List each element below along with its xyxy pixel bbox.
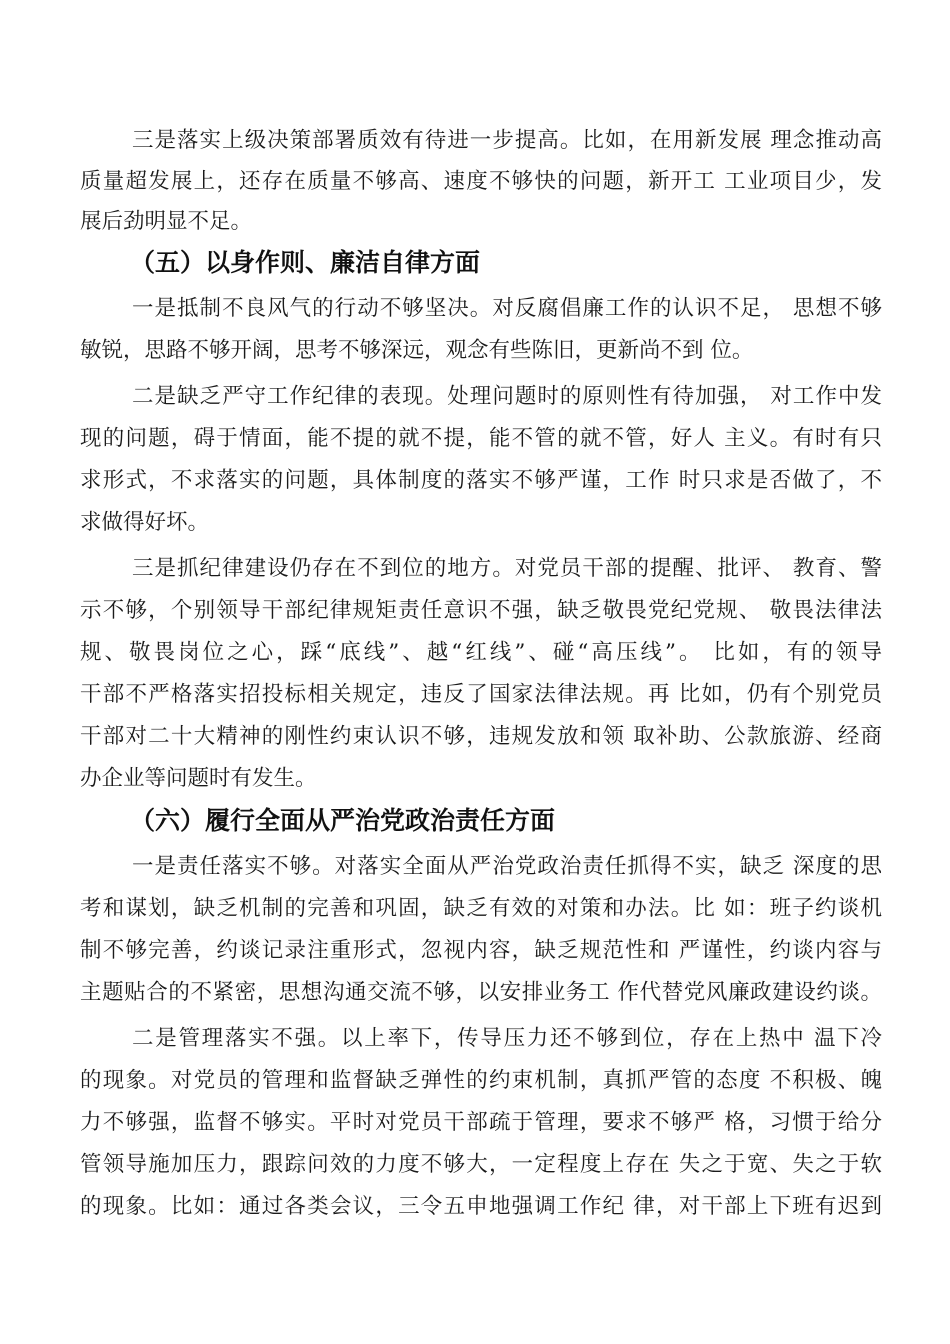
s6-p2-line-2: 的现象。对党员的管理和监督缺乏弹性的约束机制，真抓严管的态度 不积极、魄 (80, 1068, 882, 1093)
section-6-heading: （六）履行全面从严治党政治责任方面 (130, 806, 556, 835)
s5-p2-line-1: 二是缺乏严守工作纪律的表现。处理问题时的原则性有待加强， 对工作中发 (132, 384, 882, 409)
s5-p3-line-1: 三是抓纪律建设仍存在不到位的地方。对党员干部的提醒、批评、 教育、警 (132, 556, 882, 581)
s6-p1-line-1: 一是责任落实不够。对落实全面从严治党政治责任抓得不实，缺乏 深度的思 (132, 854, 882, 879)
s5-p3-line-4: 干部不严格落实招投标相关规定，违反了国家法律法规。再 比如，仍有个别党员 (80, 682, 882, 707)
s6-p1-line-4: 主题贴合的不紧密，思想沟通交流不够，以安排业务工 作代替党风廉政建设约谈。 (80, 980, 882, 1005)
intro-line-2: 质量超发展上，还存在质量不够高、速度不够快的问题，新开工 工业项目少，发 (80, 169, 882, 194)
s5-p3-line-3: 规、敬畏岗位之心，踩“底线”、越“红线”、碰“高压线”。 比如，有的领导 (80, 640, 882, 665)
intro-line-3: 展后劲明显不足。 (80, 209, 253, 234)
s6-p2-line-4: 管领导施加压力，跟踪问效的力度不够大，一定程度上存在 失之于宽、失之于软 (80, 1152, 882, 1177)
s5-p3-line-2: 示不够，个别领导干部纪律规矩责任意识不强，缺乏敬畏党纪党规、 敬畏法律法 (80, 598, 882, 623)
s5-p1-line-1: 一是抵制不良风气的行动不够坚决。对反腐倡廉工作的认识不足， 思想不够 (132, 296, 882, 321)
s5-p2-line-3: 求形式，不求落实的问题，具体制度的落实不够严谨，工作 时只求是否做了，不 (80, 468, 882, 493)
intro-line-1: 三是落实上级决策部署质效有待进一步提高。比如，在用新发展 理念推动高 (132, 128, 882, 153)
s5-p2-line-2: 现的问题，碍于情面，能不提的就不提，能不管的就不管，好人 主义。有时有只 (80, 426, 882, 451)
s5-p3-line-5: 干部对二十大精神的刚性约束认识不够，违规发放和领 取补助、公款旅游、经商 (80, 724, 882, 749)
s6-p1-line-3: 制不够完善，约谈记录注重形式，忽视内容，缺乏规范性和 严谨性，约谈内容与 (80, 938, 882, 963)
s6-p2-line-3: 力不够强，监督不够实。平时对党员干部疏于管理，要求不够严 格，习惯于给分 (80, 1110, 882, 1135)
s6-p1-line-2: 考和谋划，缺乏机制的完善和巩固，缺乏有效的对策和办法。比 如：班子约谈机 (80, 896, 882, 921)
s5-p2-line-4: 求做得好坏。 (80, 510, 210, 535)
s6-p2-line-1: 二是管理落实不强。以上率下，传导压力还不够到位，存在上热中 温下冷 (132, 1026, 882, 1051)
section-5-heading: （五）以身作则、廉洁自律方面 (130, 248, 481, 277)
s5-p3-line-6: 办企业等问题时有发生。 (80, 766, 317, 791)
s6-p2-line-5: 的现象。比如：通过各类会议，三令五申地强调工作纪 律，对干部上下班有迟到 (80, 1194, 882, 1219)
s5-p1-line-2: 敏锐，思路不够开阔，思考不够深远，观念有些陈旧，更新尚不到 位。 (80, 338, 754, 363)
